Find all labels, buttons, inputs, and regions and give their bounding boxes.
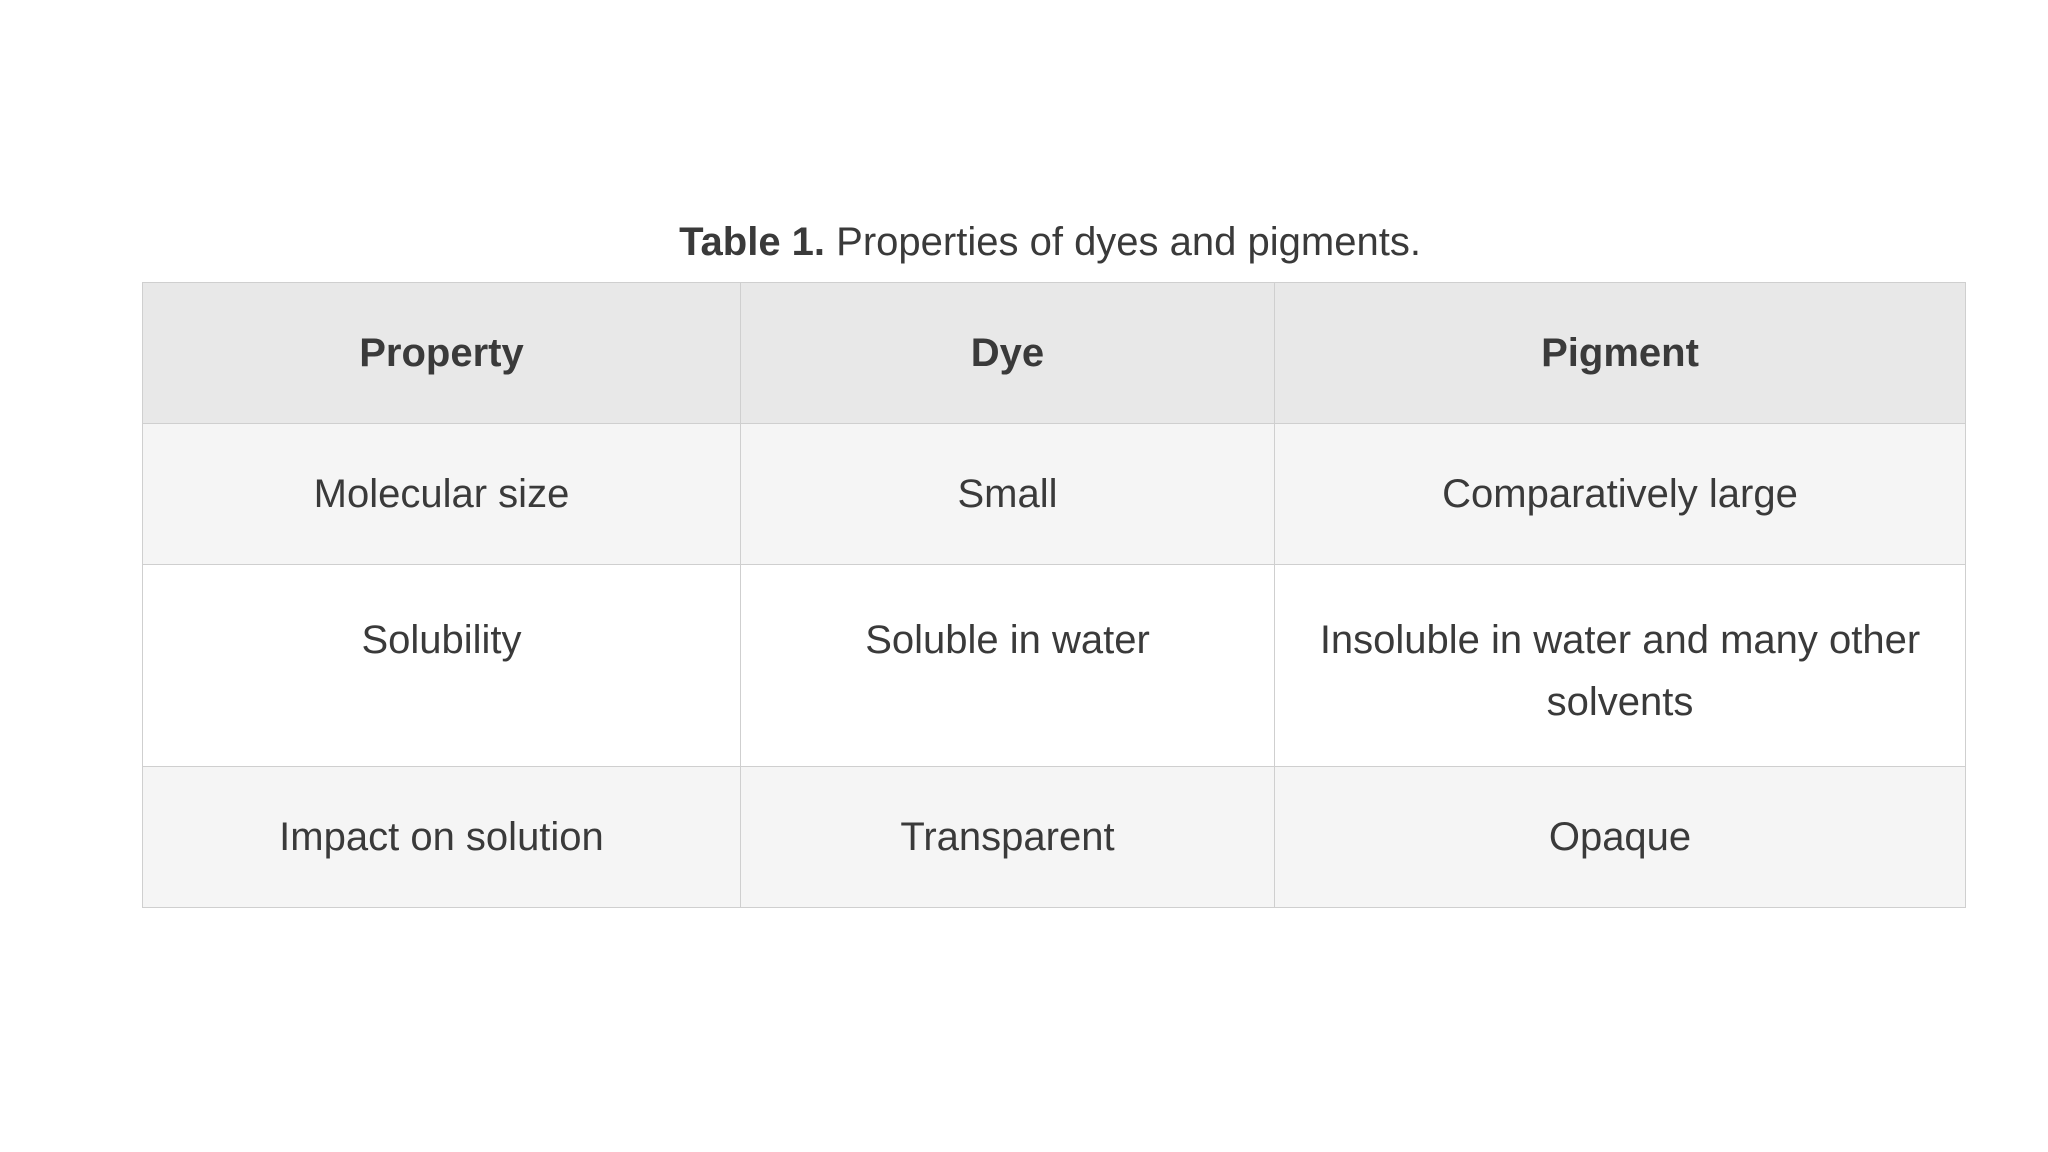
table-cell: Impact on solution: [143, 767, 741, 908]
table-row: [143, 565, 1966, 767]
table-row: [143, 424, 1966, 565]
header-property: Property: [143, 283, 741, 424]
header-dye: Dye: [741, 283, 1275, 424]
table-caption: [0, 218, 2048, 266]
caption-label: Table 1.: [679, 220, 826, 264]
table-cell: Molecular size: [143, 424, 741, 565]
table-cell: Comparatively large: [1275, 424, 1966, 565]
header-pigment: Pigment: [1275, 283, 1966, 424]
table-cell: Opaque: [1275, 767, 1966, 908]
caption-text: Properties of dyes and pigments.: [836, 220, 1421, 264]
table-header-row: [143, 283, 1966, 424]
table-cell: Solubility: [143, 565, 741, 767]
table-row: [143, 767, 1966, 908]
table-cell: Insoluble in water and many other solvents: [1275, 565, 1966, 767]
table-cell: Small: [741, 424, 1275, 565]
table-cell: Soluble in water: [741, 565, 1275, 767]
table-cell: Transparent: [741, 767, 1275, 908]
properties-table: [142, 282, 1966, 908]
